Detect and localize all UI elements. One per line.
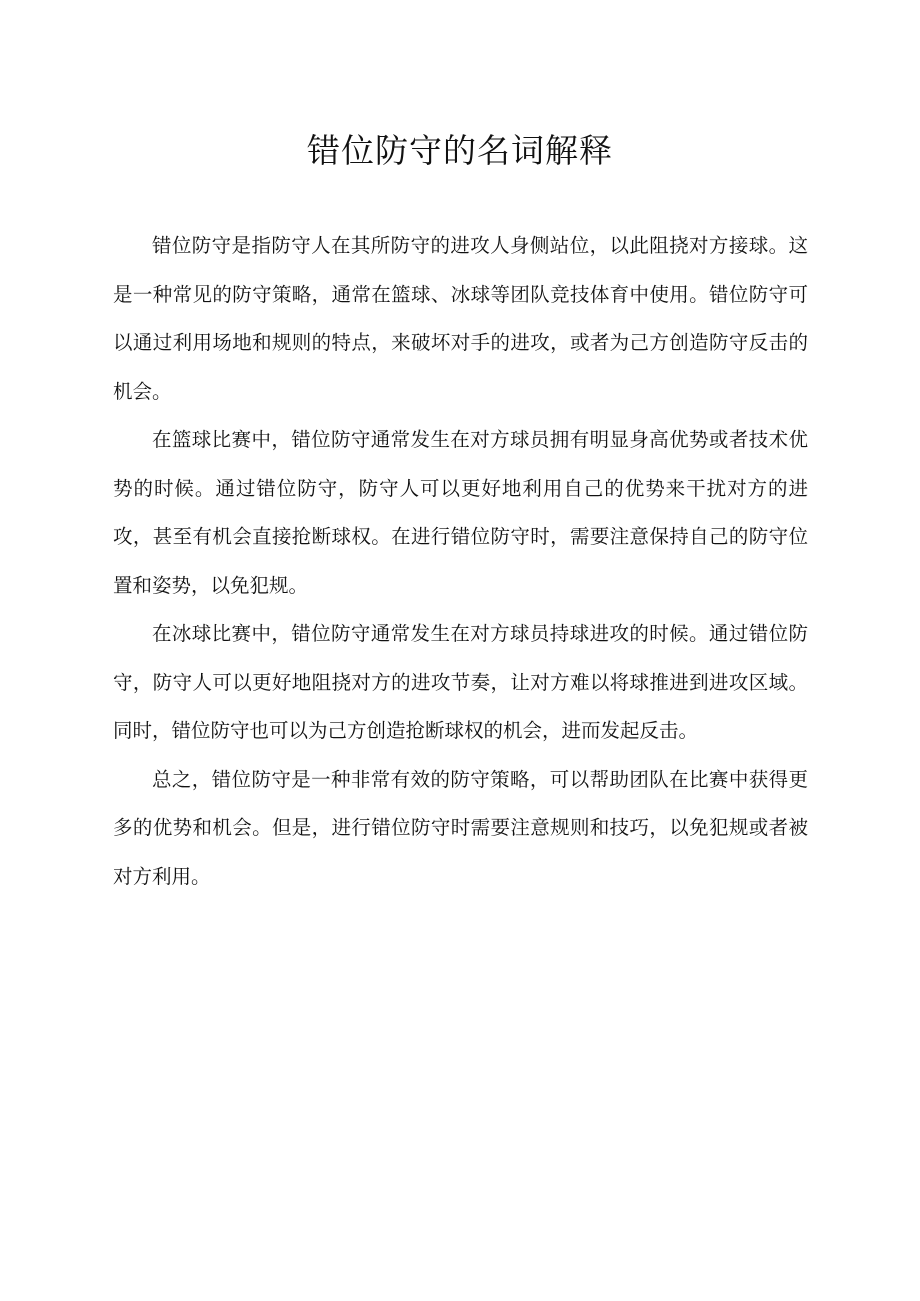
paragraph-summary: 总之，错位防守是一种非常有效的防守策略，可以帮助团队在比赛中获得更多的优势和机会。但是，进行错位防守时需要注意规则和技巧，以免犯规或者被对方利用。	[113, 767, 808, 888]
document-body	[113, 222, 808, 901]
paragraph-ice-hockey: 在冰球比赛中，错位防守通常发生在对方球员持球进攻的时候。通过错位防守，防守人可以更好地阻挠对方的进攻节奏，让对方难以将球推进到进攻区域。同时，错位防守也可以为己方创造抢断球权的机会，进而发起反击。	[113, 622, 808, 742]
paragraph-definition: 错位防守是指防守人在其所防守的进攻人身侧站位，以此阻挠对方接球。这是一种常见的防守策略，通常在篮球、冰球等团队竞技体育中使用。错位防守可以通过利用场地和规则的特点，来破坏对手的进攻，或者为己方创造防守反击的机会。	[113, 234, 808, 403]
document-title: 错位防守的名词解释	[307, 131, 613, 170]
paragraph-basketball: 在篮球比赛中，错位防守通常发生在对方球员拥有明显身高优势或者技术优势的时候。通过错位防守，防守人可以更好地利用自己的优势来干扰对方的进攻，甚至有机会直接抢断球权。在进行错位防守时，需要注意保持自己的防守位置和姿势，以免犯规。	[113, 428, 808, 597]
